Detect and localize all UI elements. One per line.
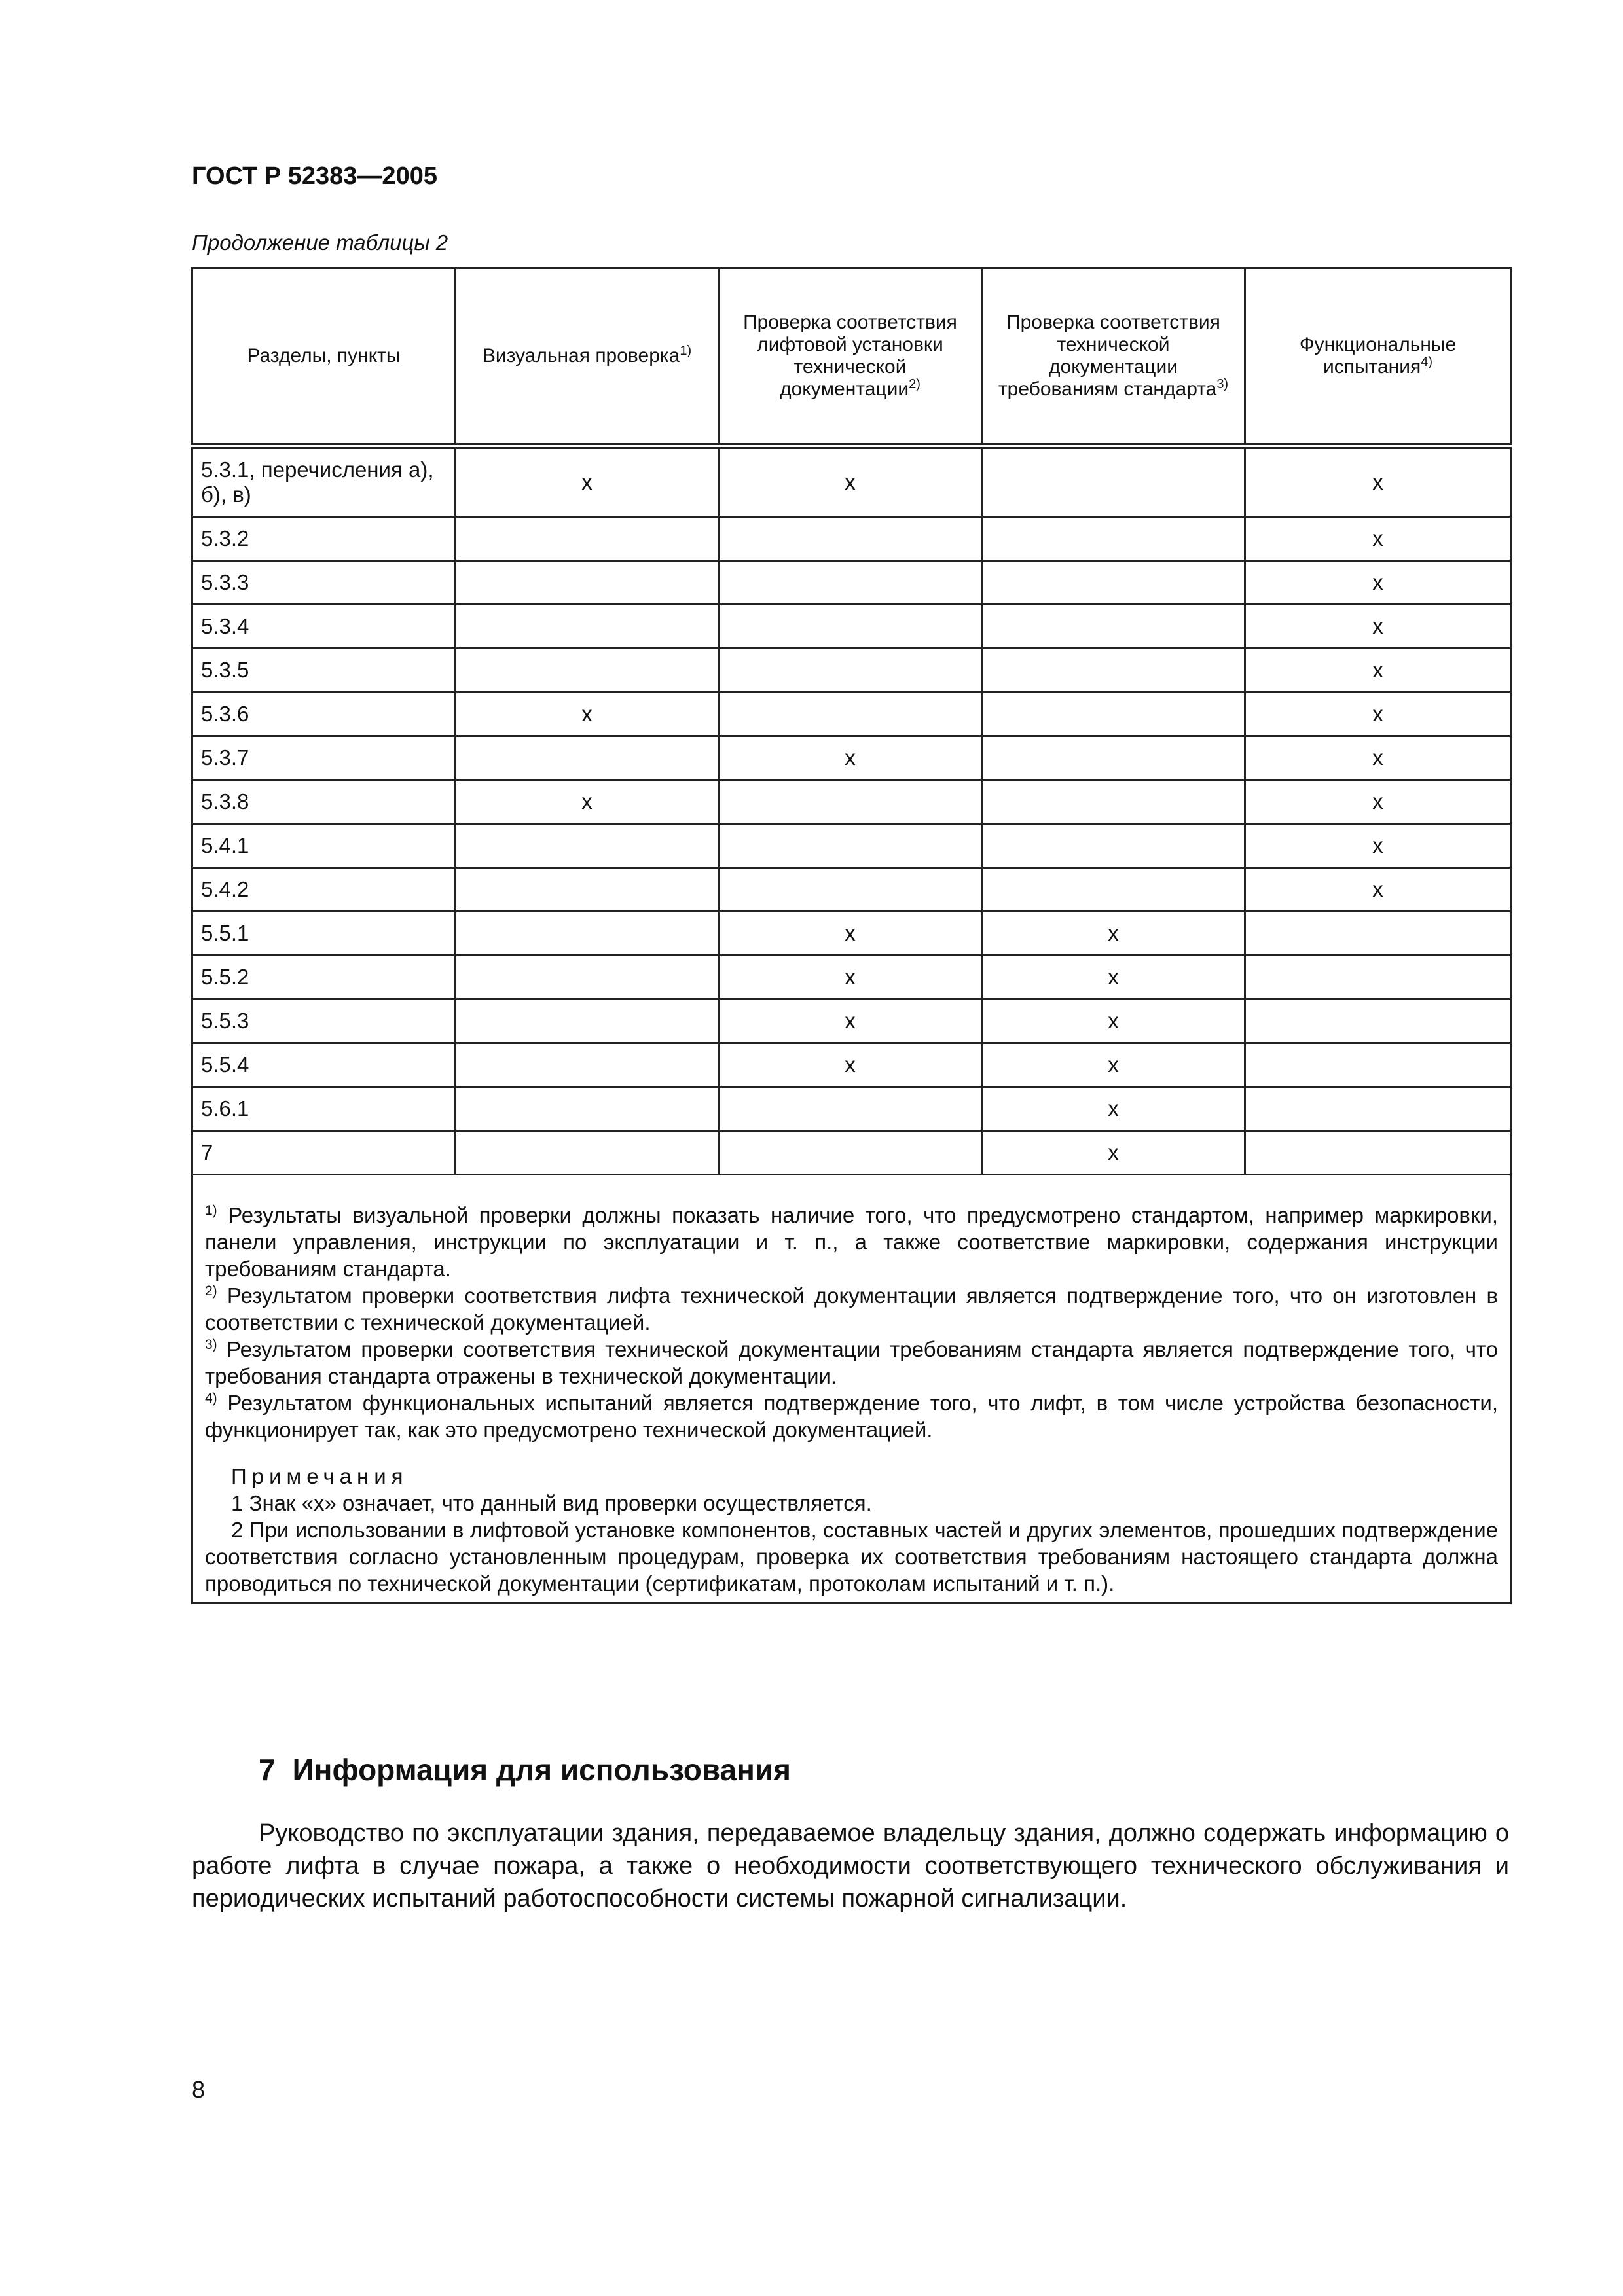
table-row xyxy=(192,605,1511,649)
document-code: ГОСТ Р 52383—2005 xyxy=(192,162,437,190)
footnote-2: $^{2)}$ Результатом проверки соответствия лифта технической документации является подтверждение того, что он изготовлен в соответствии с технической документацией. xyxy=(205,1283,1498,1335)
check-mark-cell xyxy=(1245,1087,1511,1131)
section-ref-cell: 5.3.1, перечисления а), б), в) xyxy=(192,446,456,517)
check-mark-cell xyxy=(456,824,719,868)
table-row xyxy=(192,1087,1511,1131)
section-heading xyxy=(259,1752,791,1787)
check-mark-cell xyxy=(719,605,982,649)
check-mark-cell xyxy=(456,605,719,649)
table-row xyxy=(192,824,1511,868)
check-mark-cell: x xyxy=(719,446,982,517)
check-mark-cell: x xyxy=(456,446,719,517)
check-mark-cell: x xyxy=(982,956,1245,999)
check-mark-cell: x xyxy=(1245,780,1511,824)
table-header-row xyxy=(192,268,1511,446)
check-mark-cell xyxy=(456,736,719,780)
check-mark-cell: x xyxy=(719,736,982,780)
check-mark-cell: x xyxy=(1245,736,1511,780)
header-sections: Разделы, пункты xyxy=(192,268,456,446)
note-2: 2 При использовании в лифтовой установке компонентов, составных частей и других элементов, прошедших подтверждение соответствия согласно установленным процедурам, проверка их соответствия требованиям настоящего стандарта должна проводиться по технической документации (сертификатам, протоколам испытаний и т. п.). xyxy=(205,1518,1498,1596)
check-mark-cell xyxy=(456,561,719,605)
table-row xyxy=(192,999,1511,1043)
section-ref-cell: 5.4.2 xyxy=(192,868,456,912)
check-mark-cell xyxy=(456,1043,719,1087)
section-ref-cell: 5.5.4 xyxy=(192,1043,456,1087)
check-mark-cell xyxy=(719,649,982,692)
check-mark-cell xyxy=(1245,1131,1511,1175)
table-row xyxy=(192,517,1511,561)
footnote-1: $^{1)}$ Результаты визуальной проверки должны показать наличие того, что предусмотрено стандартом, например маркировки, панели управления, инструкции по эксплуатации и т. п., а также соответствие маркировки, содержания инструкции требованиям стандарта. xyxy=(205,1203,1499,1281)
check-mark-cell: x xyxy=(982,1043,1245,1087)
check-mark-cell xyxy=(456,956,719,999)
section-ref-cell: 5.5.2 xyxy=(192,956,456,999)
check-mark-cell: x xyxy=(719,912,982,956)
check-mark-cell: x xyxy=(982,912,1245,956)
check-mark-cell xyxy=(982,517,1245,561)
check-mark-cell xyxy=(719,868,982,912)
check-mark-cell xyxy=(982,824,1245,868)
check-mark-cell xyxy=(982,692,1245,736)
check-mark-cell: x xyxy=(1245,649,1511,692)
table-footnotes xyxy=(192,1175,1511,1604)
check-mark-cell xyxy=(719,1131,982,1175)
check-mark-cell xyxy=(719,561,982,605)
check-mark-cell xyxy=(982,868,1245,912)
section-title: Информация для использования xyxy=(292,1753,791,1787)
check-mark-cell xyxy=(982,446,1245,517)
table-row xyxy=(192,780,1511,824)
table-row xyxy=(192,446,1511,517)
check-mark-cell xyxy=(982,736,1245,780)
check-mark-cell xyxy=(456,649,719,692)
check-mark-cell: x xyxy=(719,999,982,1043)
check-mark-cell: x xyxy=(456,780,719,824)
check-mark-cell xyxy=(456,999,719,1043)
check-mark-cell xyxy=(1245,956,1511,999)
check-mark-cell: x xyxy=(1245,824,1511,868)
section-ref-cell: 5.5.3 xyxy=(192,999,456,1043)
table-caption: Продолжение таблицы 2 xyxy=(192,230,448,255)
check-mark-cell xyxy=(719,1087,982,1131)
table-row xyxy=(192,692,1511,736)
check-mark-cell xyxy=(982,605,1245,649)
check-mark-cell: x xyxy=(719,956,982,999)
check-mark-cell xyxy=(1245,1043,1511,1087)
check-mark-cell: x xyxy=(1245,561,1511,605)
check-mark-cell xyxy=(982,780,1245,824)
table-row xyxy=(192,561,1511,605)
header-visual-check: Визуальная проверка$^{1)}$ xyxy=(456,268,719,446)
check-mark-cell: x xyxy=(982,1131,1245,1175)
table-row xyxy=(192,649,1511,692)
check-mark-cell xyxy=(1245,912,1511,956)
check-mark-cell xyxy=(456,1087,719,1131)
check-mark-cell xyxy=(456,517,719,561)
check-mark-cell xyxy=(456,1131,719,1175)
footnote-4: $^{4)}$ Результатом функциональных испытаний является подтверждение того, что лифт, в том числе устройства безопасности, функционирует так, как это предусмотрено технической документацией. xyxy=(205,1391,1499,1442)
footnotes-row xyxy=(192,1175,1511,1604)
notes-heading: Примечания xyxy=(231,1464,409,1488)
section-ref-cell: 5.3.4 xyxy=(192,605,456,649)
check-mark-cell: x xyxy=(982,999,1245,1043)
check-mark-cell: x xyxy=(982,1087,1245,1131)
check-mark-cell xyxy=(719,780,982,824)
table-row xyxy=(192,736,1511,780)
inspection-table xyxy=(191,267,1512,1604)
note-1: 1 Знак «х» означает, что данный вид проверки осуществляется. xyxy=(231,1491,872,1515)
section-ref-cell: 5.4.1 xyxy=(192,824,456,868)
section-ref-cell: 5.5.1 xyxy=(192,912,456,956)
section-ref-cell: 5.6.1 xyxy=(192,1087,456,1131)
check-mark-cell xyxy=(456,868,719,912)
header-functional-tests: Функциональные испытания$^{4)}$ xyxy=(1245,268,1511,446)
header-documentation-check: Проверка соответствия технической документации требованиям стандарта$^{3)}$ xyxy=(982,268,1245,446)
section-ref-cell: 5.3.5 xyxy=(192,649,456,692)
section-body-paragraph: Руководство по эксплуатации здания, передаваемое владельцу здания, должно содержать информацию о работе лифта в случае пожара, а также о необходимости соответствующего технического обслуживания и периодических испытаний работоспособности системы пожарной сигнализации. xyxy=(192,1820,1509,1912)
check-mark-cell: x xyxy=(1245,692,1511,736)
check-mark-cell: x xyxy=(1245,605,1511,649)
check-mark-cell: x xyxy=(456,692,719,736)
table-row xyxy=(192,1131,1511,1175)
footnote-3: $^{3)}$ Результатом проверки соответствия технической документации требованиям стандарта является подтверждение того, что требования стандарта отражены в технической документации. xyxy=(205,1337,1498,1388)
check-mark-cell xyxy=(982,649,1245,692)
check-mark-cell xyxy=(456,912,719,956)
table-row xyxy=(192,868,1511,912)
table-row xyxy=(192,956,1511,999)
check-mark-cell xyxy=(719,692,982,736)
check-mark-cell: x xyxy=(1245,868,1511,912)
check-mark-cell xyxy=(719,824,982,868)
section-ref-cell: 5.3.7 xyxy=(192,736,456,780)
section-ref-cell: 5.3.2 xyxy=(192,517,456,561)
check-mark-cell: x xyxy=(1245,517,1511,561)
page-number: 8 xyxy=(192,2076,206,2103)
section-ref-cell: 5.3.6 xyxy=(192,692,456,736)
table-body xyxy=(192,446,1511,1175)
table-row xyxy=(192,912,1511,956)
check-mark-cell xyxy=(719,517,982,561)
header-installation-check: Проверка соответствия лифтовой установки технической документации$^{2)}$ xyxy=(719,268,982,446)
check-mark-cell: x xyxy=(1245,446,1511,517)
section-ref-cell: 5.3.3 xyxy=(192,561,456,605)
section-ref-cell: 5.3.8 xyxy=(192,780,456,824)
section-ref-cell: 7 xyxy=(192,1131,456,1175)
check-mark-cell: x xyxy=(719,1043,982,1087)
table-row xyxy=(192,1043,1511,1087)
check-mark-cell xyxy=(982,561,1245,605)
section-number: 7 xyxy=(259,1753,276,1787)
check-mark-cell xyxy=(1245,999,1511,1043)
